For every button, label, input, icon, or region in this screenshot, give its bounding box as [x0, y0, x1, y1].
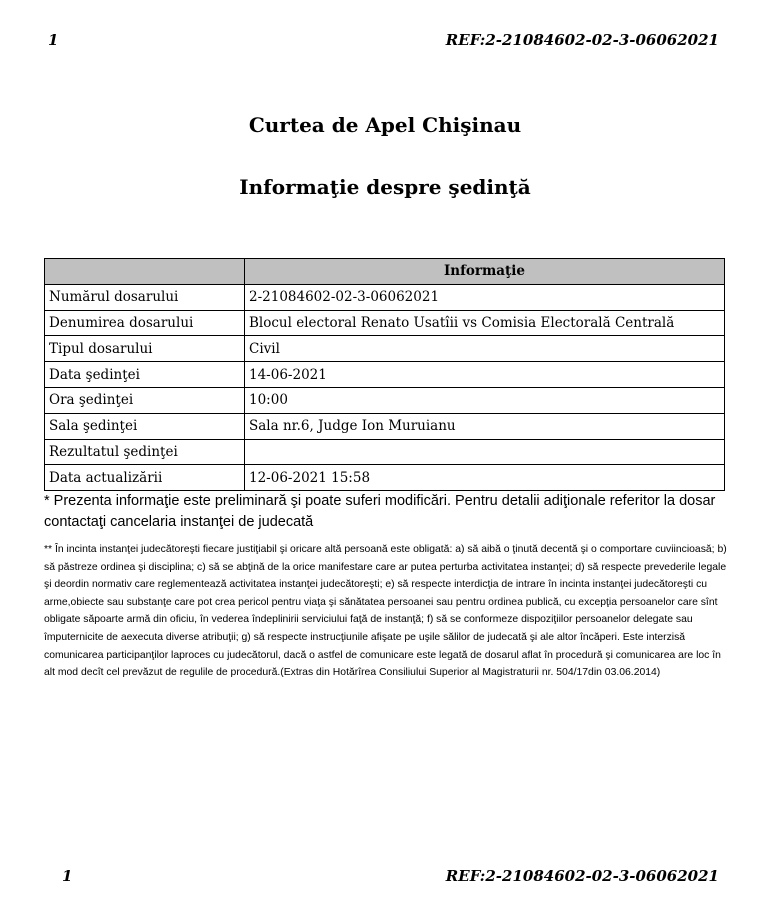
table-row: [45, 387, 725, 413]
table-row: [45, 336, 725, 362]
table-row: [45, 284, 725, 310]
row-value: Sala nr.6, Judge Ion Muruianu: [245, 413, 725, 439]
rules-notice: ** În incinta instanţei judecătoreşti fiecare justiţiabil şi oricare altă persoană este obligată: a) să aibă o ţinută decentă şi o comportare cuviincioasă; b) să păstreze ordinea şi disciplina; c) să se abţină de la orice manifestare care ar putea perturba activitatea instanţei; d) să respecte prevederile legale şi deordin normativ care reglementează activitatea instanţei judecătoreşti; e) să respecte interdicţia de intrare în incinta instanţei judecătoreşti cu arme,obiecte sau substanţe care pot crea pericol pentru viaţa şi sănătatea persoanei sau pentru ordinea publică, cu excepţia persoanelor care sînt obligate săpoarte armă din oficiu, în vederea îndeplinirii serviciului faţă de instanţă; f) să se conformeze dispoziţiilor persoanelor delegate sau împuternicite de aexecuta diverse atribuţii; g) să respecte instrucţiunile afişate pe uşile sălilor de judecată şi ale altor încăperi. Este interzisă comunicarea participanţilor laproces cu judecătorul, dacă o astfel de comunicare este legată de dosarul aflat în procedură şi comunicarea are loc în alt mod decît cel prevăzut de regulile de procedură.(Extras din Hotărîrea Consiliului Superior al Magistraturii nr. 504/17din 03.06.2014): [44, 544, 727, 679]
row-label: Denumirea dosarului: [45, 310, 245, 336]
header-reference: REF:2-21084602-02-3-06062021: [445, 31, 719, 49]
row-value: 2-21084602-02-3-06062021: [245, 284, 725, 310]
header-page-number: 1: [48, 31, 59, 49]
row-label: Sala şedinţei: [45, 413, 245, 439]
row-label: Rezultatul şedinţei: [45, 439, 245, 465]
table-header-label: Informaţie: [245, 259, 725, 285]
table-header-row: [45, 259, 725, 285]
table-row: [45, 439, 725, 465]
row-label: Data actualizării: [45, 465, 245, 491]
table-row: [45, 310, 725, 336]
court-name: Curtea de Apel Chişinau: [248, 113, 522, 137]
table-header-empty: [45, 259, 245, 285]
row-label: Tipul dosarului: [45, 336, 245, 362]
row-label: Ora şedinţei: [45, 387, 245, 413]
row-label: Numărul dosarului: [45, 284, 245, 310]
row-value: 10:00: [245, 387, 725, 413]
row-value: Blocul electoral Renato Usatîii vs Comisia Electorală Centrală: [245, 310, 725, 336]
table-row: [45, 465, 725, 491]
footer-page-number: 1: [62, 867, 73, 885]
document-title: Informaţie despre şedinţă: [239, 175, 531, 199]
info-table: [44, 258, 725, 491]
table-row: [45, 362, 725, 388]
row-value: 14-06-2021: [245, 362, 725, 388]
preliminary-notice: * Prezenta informaţie este preliminară şi poate suferi modificări. Pentru detalii adiţionale referitor la dosar contactaţi cancelaria instanţei de judecată: [44, 493, 716, 530]
table-row: [45, 413, 725, 439]
row-value: Civil: [245, 336, 725, 362]
row-value: 12-06-2021 15:58: [245, 465, 725, 491]
row-label: Data şedinţei: [45, 362, 245, 388]
footer-reference: REF:2-21084602-02-3-06062021: [445, 867, 719, 885]
row-value: [245, 439, 725, 465]
